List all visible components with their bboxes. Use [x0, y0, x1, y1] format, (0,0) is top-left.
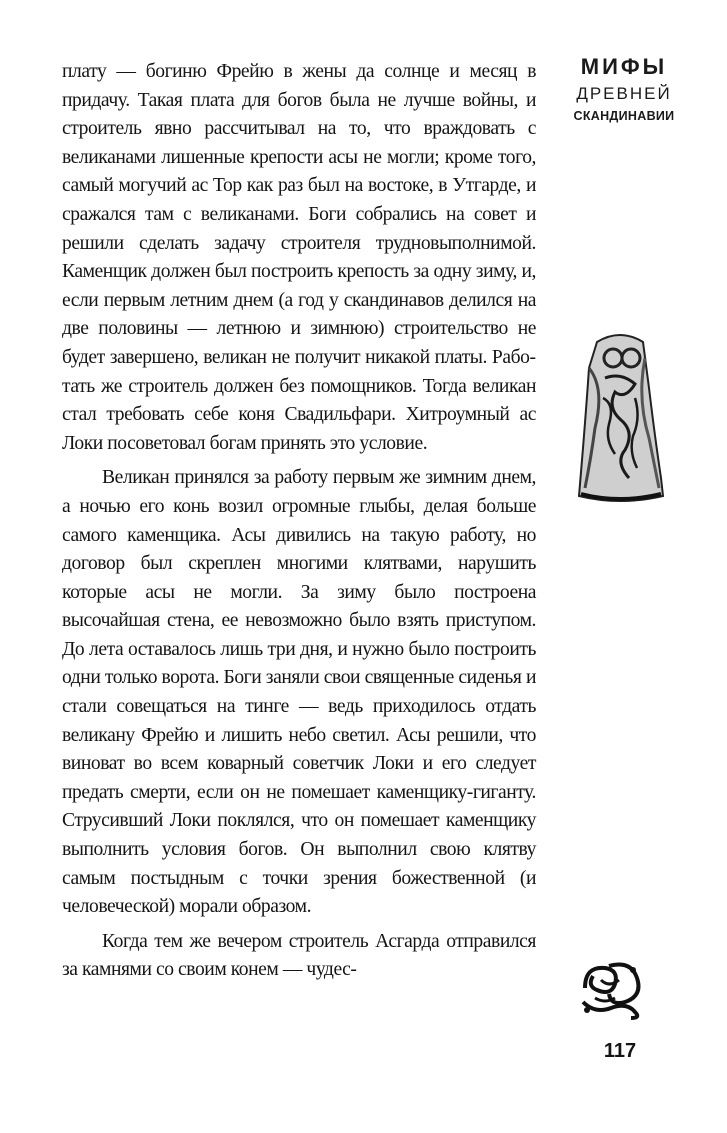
knotwork-ornament-icon — [575, 958, 647, 1020]
running-head — [564, 52, 684, 126]
body-text — [62, 58, 536, 985]
running-head-subtitle: ДРЕВНЕЙ — [576, 84, 672, 103]
paragraph: Великан принялся за работу первым же зимним днем, а ночью его конь возил огромные глыбы, делая больше самого каменщика. Асы дивились на такую работу, но договор был скреплен многими клятвами, нарушить которые асы не могли. За зиму было построена высочайшая стена, ее невозможно было взять приступом. До лета оставалось лишь три дня, и нужно было построить одни только ворота. Боги заняли свои священные сиденья и стали совещаться на тинге — ведь приходилось отдать великану Фрейю и лишить небо светил. Асы решили, что виноват во всем коварный советчик Локи и его следует предать смерти, если он не помешает каменщику-гиганту. Струсивший Локи поклялся, что он помешает каменщику выполнить условия богов. Он выполнил свою клятву самым постыдным с точки зрения божественной (и человеческой) морали образом. — [62, 467, 536, 918]
page-number: 117 — [603, 1040, 637, 1062]
runestone-icon — [575, 328, 665, 506]
running-head-subtitle-2: СКАНДИНАВИИ — [573, 109, 675, 123]
paragraph: плату — богиню Фрейю в жены да солнце и месяц в придачу. Такая плата для богов была не лучше войны, и строитель явно рассчитывал на то, что враждовать с великанами лишенные крепости асы не могли; кроме того, самый могучий ас Тор как раз был на востоке, в Утгарде, и сражался там с великанами. Боги собрались на совет и решили сделать задачу строителя трудновыполнимой. Каменщик должен был построить крепость за одну зиму, и, если первым летним днем (а год у скандинавов делился на две половины — летнюю и зимнюю) строительство не будет завершено, великан не получит никакой платы. Работать же строитель должен без помощников. Тогда великан стал требовать себе коня Свадильфари. Хитроумный ас Локи посоветовал богам принять это условие. — [62, 61, 536, 454]
paragraph: Когда тем же вечером строитель Асгарда отправился за камнями со своим конем — чудес- — [62, 930, 536, 981]
running-head-title: МИФЫ — [580, 54, 668, 79]
